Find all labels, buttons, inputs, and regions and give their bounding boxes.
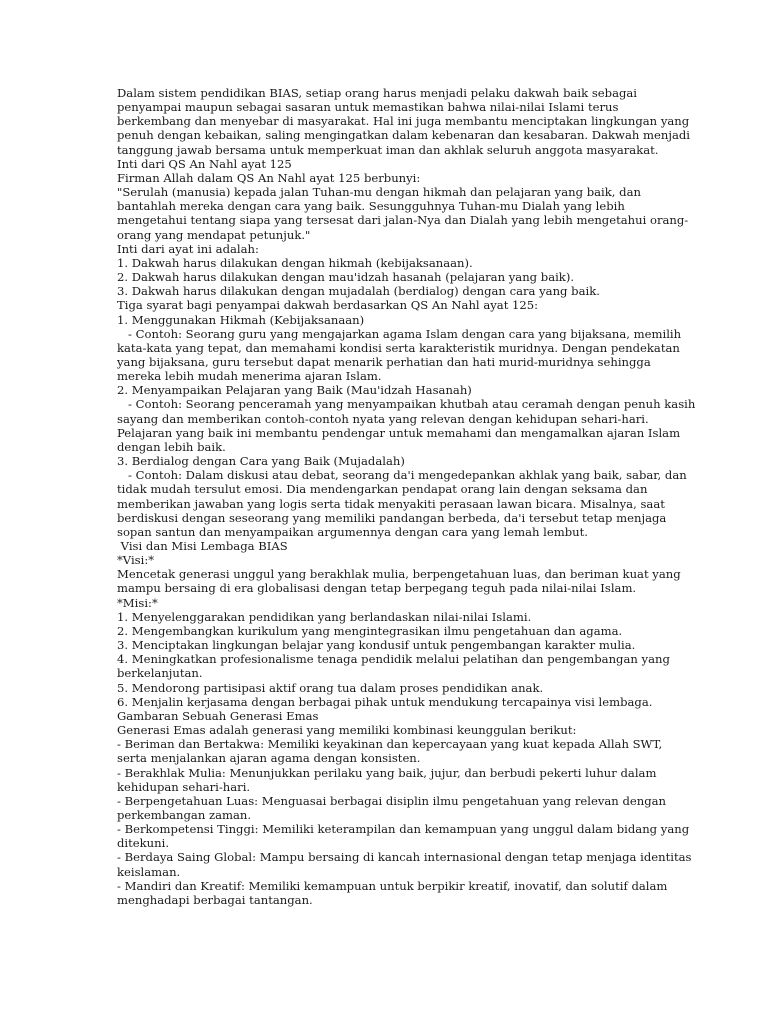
text-line: berkelanjutan. bbox=[117, 666, 203, 681]
text-line: 1. Menyelenggarakan pendidikan yang berlandaskan nilai-nilai Islami. bbox=[117, 609, 532, 624]
text-line: Inti dari QS An Nahl ayat 125 bbox=[117, 156, 292, 171]
text-line: 3. Menciptakan lingkungan belajar yang kondusif untuk pengembangan karakter mulia. bbox=[117, 638, 636, 653]
text-line: penuh dengan kebaikan, saling mengingatkan dalam kebenaran dan kesabaran. Dakwah menjadi bbox=[117, 128, 690, 143]
text-line: mengetahui tentang siapa yang tersesat dari jalan-Nya dan Dialah yang lebih mengetahui orang- bbox=[117, 213, 689, 228]
text-line: Inti dari ayat ini adalah: bbox=[117, 241, 259, 256]
text-line: 1. Menggunakan Hikmah (Kebijaksanaan) bbox=[117, 312, 365, 327]
text-line: mampu bersaing di era globalisasi dengan tetap berpegang teguh pada nilai-nilai Islam. bbox=[117, 581, 637, 596]
text-line: - Mandiri dan Kreatif: Memiliki kemampuan untuk berpikir kreatif, inovatif, dan solutif dalam bbox=[117, 878, 668, 893]
text-line: 3. Berdialog dengan Cara yang Baik (Mujadalah) bbox=[117, 454, 405, 469]
text-line: Mencetak generasi unggul yang berakhlak mulia, berpengetahuan luas, dan beriman kuat yang bbox=[117, 567, 681, 582]
text-line: 2. Mengembangkan kurikulum yang mengintegrasikan ilmu pengetahuan dan agama. bbox=[117, 623, 623, 638]
text-line: berkembang dan menyebar di masyarakat. Hal ini juga membantu menciptakan lingkungan yang bbox=[117, 114, 690, 129]
text-line: Dalam sistem pendidikan BIAS, setiap orang harus menjadi pelaku dakwah baik sebagai bbox=[117, 86, 638, 100]
text-line: perkembangan zaman. bbox=[117, 807, 252, 822]
text-line: 2. Dakwah harus dilakukan dengan mau'idzah hasanah (pelajaran yang baik). bbox=[117, 270, 575, 285]
text-line: - Contoh: Seorang penceramah yang menyampaikan khutbah atau ceramah dengan penuh kasih bbox=[117, 397, 696, 412]
text-line: berdiskusi dengan seseorang yang memiliki pandangan berbeda, da'i tersebut tetap menjaga bbox=[117, 510, 667, 525]
text-line: memberikan jawaban yang logis serta tidak menyakiti perasaan lawan bicara. Misalnya, saat bbox=[117, 496, 665, 511]
text-line: menghadapi berbagai tantangan. bbox=[117, 892, 313, 907]
text-line: keislaman. bbox=[117, 864, 181, 879]
text-line: kehidupan sehari-hari. bbox=[117, 779, 251, 794]
text-line: bantahlah mereka dengan cara yang baik. Sesungguhnya Tuhan-mu Dialah yang lebih bbox=[117, 199, 625, 214]
text-line: sopan santun dan menyampaikan argumennya dengan cara yang lemah lembut. bbox=[117, 524, 588, 539]
text-line: "Serulah (manusia) kepada jalan Tuhan-mu dengan hikmah dan pelajaran yang baik, dan bbox=[117, 185, 641, 200]
text-line: 3. Dakwah harus dilakukan dengan mujadalah (berdialog) dengan cara yang baik. bbox=[117, 284, 600, 299]
text-line: yang bijaksana, guru tersebut dapat menarik perhatian dan hati murid-muridnya sehingga bbox=[117, 354, 651, 369]
text-line: - Berkompetensi Tinggi: Memiliki keterampilan dan kemampuan yang unggul dalam bidang yang bbox=[117, 822, 690, 837]
text-line: orang yang mendapat petunjuk." bbox=[117, 227, 311, 242]
text-line: dengan lebih baik. bbox=[117, 439, 226, 454]
text-line: 6. Menjalin kerjasama dengan berbagai pihak untuk mendukung tercapainya visi lembaga. bbox=[117, 694, 653, 709]
text-line: sayang dan memberikan contoh-contoh nyata yang relevan dengan kehidupan sehari-hari. bbox=[117, 411, 649, 426]
text-line: Tiga syarat bagi penyampai dakwah berdasarkan QS An Nahl ayat 125: bbox=[117, 298, 539, 313]
text-line: kata-kata yang tepat, dan memahami kondisi serta karakteristik muridnya. Dengan pendekatan bbox=[117, 340, 680, 355]
text-line: - Berakhlak Mulia: Menunjukkan perilaku yang baik, jujur, dan berbudi pekerti luhur dalam bbox=[117, 765, 657, 780]
text-line: penyampai maupun sebagai sasaran untuk memastikan bahwa nilai-nilai Islami terus bbox=[117, 100, 619, 115]
text-line: - Contoh: Dalam diskusi atau debat, seorang da'i mengedepankan akhlak yang baik, sabar, dan bbox=[117, 468, 687, 483]
text-line: - Contoh: Seorang guru yang mengajarkan agama Islam dengan cara yang bijaksana, memilih bbox=[117, 326, 682, 341]
text-line: 4. Meningkatkan profesionalisme tenaga pendidik melalui pelatihan dan pengembangan yang bbox=[117, 652, 670, 667]
text-line: Visi dan Misi Lembaga BIAS bbox=[117, 539, 288, 553]
text-line: tanggung jawab bersama untuk memperkuat iman dan akhlak seluruh anggota masyarakat. bbox=[117, 142, 659, 157]
document-page bbox=[117, 86, 696, 907]
text-line: Generasi Emas adalah generasi yang memiliki kombinasi keunggulan berikut: bbox=[117, 723, 577, 738]
text-line: Gambaran Sebuah Generasi Emas bbox=[117, 708, 319, 723]
text-line: - Berdaya Saing Global: Mampu bersaing di kancah internasional dengan tetap menjaga identitas bbox=[117, 850, 692, 865]
text-line: mereka lebih mudah menerima ajaran Islam. bbox=[117, 369, 382, 384]
text-line: 1. Dakwah harus dilakukan dengan hikmah (kebijaksanaan). bbox=[117, 255, 473, 270]
text-line: 5. Mendorong partisipasi aktif orang tua dalam proses pendidikan anak. bbox=[117, 680, 544, 695]
text-line: *Misi:* bbox=[117, 595, 158, 610]
text-line: tidak mudah tersulut emosi. Dia mendengarkan pendapat orang lain dengan seksama dan bbox=[117, 482, 648, 497]
text-line: - Beriman dan Bertakwa: Memiliki keyakinan dan kepercayaan yang kuat kepada Allah SWT, bbox=[117, 737, 663, 752]
text-line: serta menjalankan ajaran agama dengan konsisten. bbox=[117, 751, 421, 766]
text-line: - Berpengetahuan Luas: Menguasai berbagai disiplin ilmu pengetahuan yang relevan dengan bbox=[117, 793, 666, 808]
text-line: Pelajaran yang baik ini membantu pendengar untuk memahami dan mengamalkan ajaran Islam bbox=[117, 425, 681, 440]
text-line: 2. Menyampaikan Pelajaran yang Baik (Mau'idzah Hasanah) bbox=[117, 383, 472, 398]
text-line: *Visi:* bbox=[117, 553, 155, 568]
text-line: ditekuni. bbox=[117, 836, 170, 851]
text-line: Firman Allah dalam QS An Nahl ayat 125 berbunyi: bbox=[117, 170, 421, 185]
